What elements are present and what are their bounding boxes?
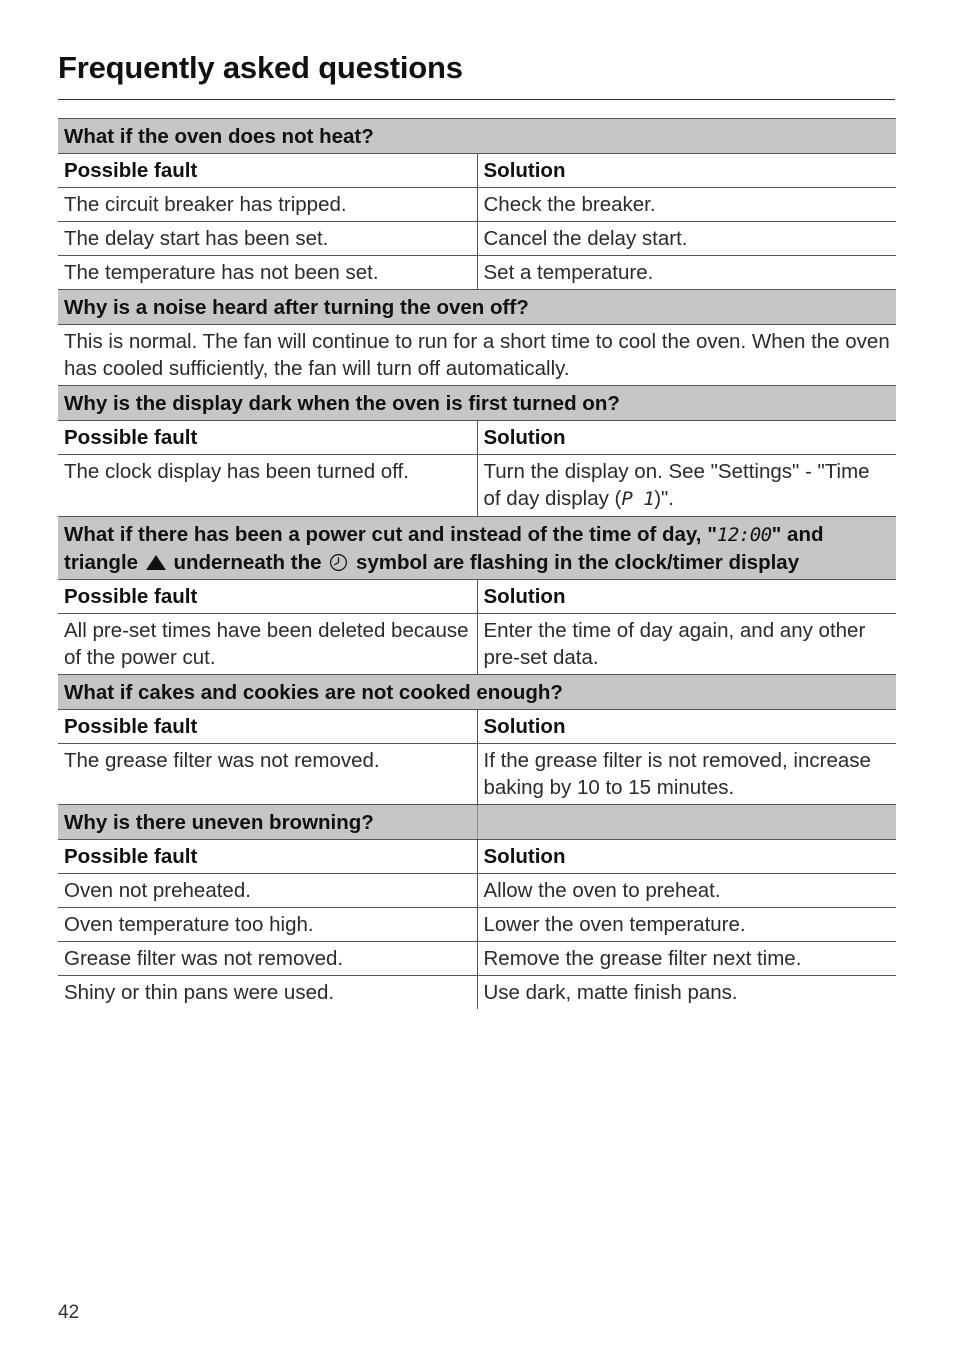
- column-header-fault: Possible fault: [58, 710, 477, 744]
- column-header-solution: Solution: [477, 840, 896, 874]
- column-header-solution: Solution: [477, 154, 896, 188]
- triangle-up-icon: [146, 555, 166, 570]
- column-header-solution: Solution: [477, 421, 896, 455]
- fault-cell: All pre-set times have been deleted because of the power cut.: [58, 614, 477, 675]
- page-number: 42: [58, 1302, 80, 1323]
- column-header-solution: Solution: [477, 710, 896, 744]
- faq-table: [58, 118, 896, 1009]
- clock-icon: [329, 553, 348, 572]
- solution-text: Turn the display on. See "Settings" - "Time of day display (: [483, 460, 870, 510]
- table-row: [58, 908, 896, 942]
- fault-cell: Oven temperature too high.: [58, 908, 477, 942]
- table-row: [58, 256, 896, 290]
- column-header-fault: Possible fault: [58, 840, 477, 874]
- column-header-fault: Possible fault: [58, 421, 477, 455]
- faq-question-row: [58, 517, 896, 580]
- title-divider: [58, 99, 895, 100]
- column-header-solution: Solution: [477, 580, 896, 614]
- solution-cell: Lower the oven temperature.: [477, 908, 896, 942]
- table-row: [58, 325, 896, 386]
- fault-cell: Shiny or thin pans were used.: [64, 981, 335, 1004]
- answer-cell: This is normal. The fan will continue to run for a short time to cool the oven. When the oven has cooled sufficiently, the fan will turn off automatically.: [58, 325, 896, 386]
- faq-question-row: [58, 119, 896, 154]
- table-header-row: [58, 154, 896, 188]
- solution-cell: Set a temperature.: [477, 256, 896, 290]
- question-not-cooked: What if cakes and cookies are not cooked enough?: [58, 675, 896, 710]
- display-code: 12:00: [716, 524, 772, 546]
- table-header-row: [58, 840, 896, 874]
- table-row: [58, 976, 896, 1010]
- question-power-cut: [58, 517, 896, 580]
- solution-cell: Check the breaker.: [477, 188, 896, 222]
- column-header-fault: Possible fault: [58, 154, 477, 188]
- table-row: [58, 188, 896, 222]
- table-row: [58, 942, 896, 976]
- table-row: [58, 614, 896, 675]
- fault-cell: The temperature has not been set.: [58, 256, 477, 290]
- solution-cell: Enter the time of day again, and any other pre-set data.: [477, 614, 896, 675]
- solution-cell: If the grease filter is not removed, increase baking by 10 to 15 minutes.: [477, 744, 896, 805]
- faq-question-row: [58, 290, 896, 325]
- fault-cell: Grease filter was not removed.: [58, 942, 477, 976]
- table-row: [58, 744, 896, 805]
- question-text: " and triangle: [64, 523, 824, 574]
- solution-cell: Cancel the delay start.: [477, 222, 896, 256]
- solution-cell: Remove the grease filter next time.: [477, 942, 896, 976]
- question-text: symbol are flashing in the clock/timer display: [355, 551, 800, 574]
- solution-cell: [477, 455, 896, 517]
- table-row: [58, 874, 896, 908]
- question-oven-not-heat: What if the oven does not heat?: [58, 119, 896, 154]
- table-header-row: [58, 580, 896, 614]
- display-code: P 1: [621, 488, 655, 510]
- fault-cell: Oven not preheated.: [58, 874, 477, 908]
- question-text: underneath the: [173, 551, 322, 574]
- solution-cell: Use dark, matte finish pans.: [477, 976, 896, 1010]
- question-noise-after-off: Why is a noise heard after turning the oven off?: [58, 290, 896, 325]
- table-header-row: [58, 421, 896, 455]
- fault-cell: The delay start has been set.: [58, 222, 477, 256]
- faq-question-row: [58, 386, 896, 421]
- table-header-row: [58, 710, 896, 744]
- question-display-dark: Why is the display dark when the oven is first turned on?: [58, 386, 896, 421]
- column-header-fault: Possible fault: [58, 580, 477, 614]
- question-empty-cell: [477, 805, 896, 840]
- page-title: Frequently asked questions: [58, 50, 463, 85]
- fault-cell: The clock display has been turned off.: [58, 455, 477, 517]
- question-uneven-browning: Why is there uneven browning?: [58, 805, 477, 840]
- question-text: What if there has been a power cut and instead of the time of day, ": [64, 523, 717, 546]
- fault-cell: The grease filter was not removed.: [58, 744, 477, 805]
- solution-cell: Allow the oven to preheat.: [477, 874, 896, 908]
- solution-text-end: )".: [654, 487, 675, 510]
- fault-cell: The circuit breaker has tripped.: [58, 188, 477, 222]
- table-row: [58, 222, 896, 256]
- faq-question-row: [58, 805, 896, 840]
- table-row: [58, 455, 896, 517]
- faq-question-row: [58, 675, 896, 710]
